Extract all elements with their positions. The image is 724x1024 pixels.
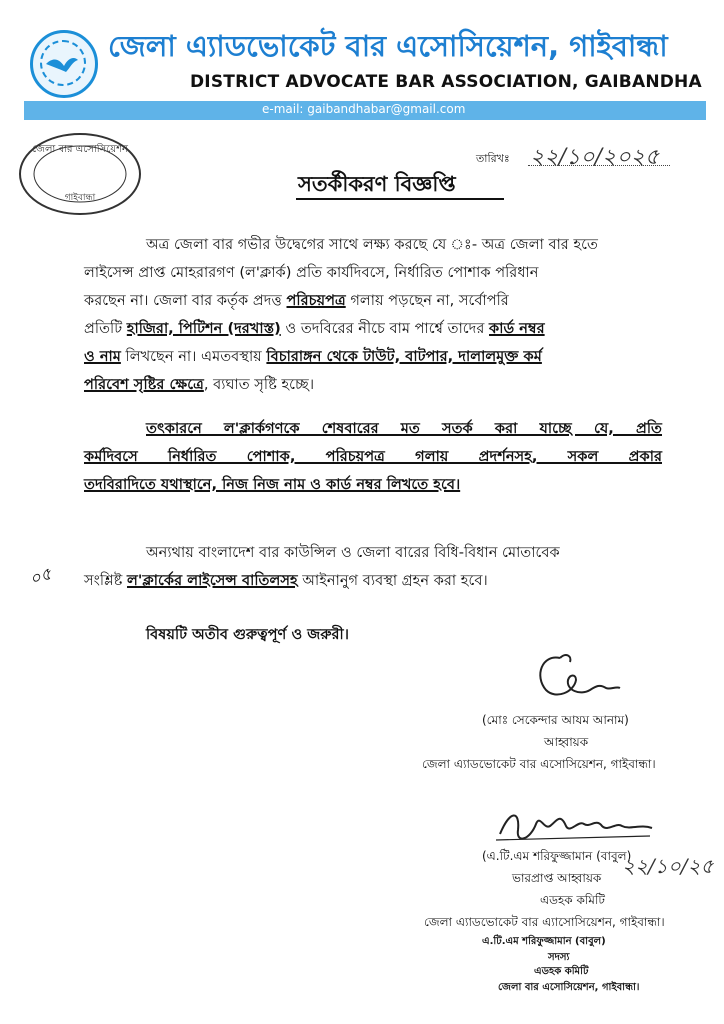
- signatory1-name: (মোঃ সেকেন্দার আযম আনাম): [482, 713, 629, 727]
- bar-association-logo-icon: [30, 30, 98, 98]
- p1-id-card: পরিচয়পত্র: [286, 292, 346, 309]
- date-value: ২২/১০/২০২৫: [530, 145, 660, 170]
- p1-line4-c: ও তদবিরের নীচে বাম পার্শ্বে তাদের: [285, 320, 485, 337]
- date-underline: [528, 165, 670, 166]
- p1-hajira-petition: হাজিরা, পিটিশন (দরখাস্ত): [126, 320, 281, 337]
- p1-line3-c: গলায় পড়ছেন না, সর্বোপরি: [350, 292, 509, 309]
- signatory1-role: আহ্বায়ক: [544, 735, 589, 749]
- signatory2-name: (এ.টি.এম শরিফুজ্জামান (বাবুল): [482, 849, 632, 863]
- margin-note: ০৫: [27, 564, 55, 590]
- p1-line5-b: লিখছেন না। এমতবস্থায়: [125, 348, 262, 365]
- dove-icon: [30, 30, 92, 92]
- stamp-role: সদস্য: [548, 952, 570, 963]
- p1-court-premises: বিচারাঙ্গন থেকে টাউট, বাটপার, দালালমুক্ত কর্ম: [266, 348, 542, 365]
- p3-line2-a: সংশ্লিষ্ট: [84, 572, 123, 589]
- seal-ring-text: জেলা বার এসোসিয়েশন: [31, 144, 129, 155]
- signature-1: [520, 640, 660, 710]
- p1-line6: [84, 376, 314, 394]
- date-label: তারিখঃ: [476, 152, 510, 165]
- p2-line2: কর্মদিবসে নির্ধারিত পোশাক, পরিচয়পত্র গলায় প্রদর্শনসহ, সকল প্রকার: [84, 448, 662, 465]
- p1-line4: [84, 320, 545, 338]
- closing-line: বিষয়টি অতীব গুরুত্বপূর্ণ ও জরুরী।: [146, 626, 349, 643]
- p3-line1: অন্যথায় বাংলাদেশ বার কাউন্সিল ও জেলা বারের বিধি-বিধান মোতাবেক: [146, 544, 560, 561]
- letterhead-title-en: DISTRICT ADVOCATE BAR ASSOCIATION, GAIBANDHA: [190, 72, 702, 92]
- signatory2-date: ২২/১০/২৫: [622, 854, 714, 878]
- signature-2: [490, 800, 660, 852]
- signatory2-committee: এডহক কমিটি: [540, 893, 605, 907]
- signatory2-org: জেলা এ্যাডভোকেট বার এ্যাসোসিয়েশন, গাইবান্ধা।: [424, 915, 665, 929]
- heading-underline: [296, 198, 504, 200]
- p1-card-number: কার্ড নম্বর: [489, 320, 545, 337]
- p1-line1: অত্র জেলা বার গভীর উদ্বেগের সাথে লক্ষ্য করছে যে ঃ- অত্র জেলা বার হতে: [146, 236, 598, 253]
- p1-line2: লাইসেন্স প্রাপ্ত মোহরারগণ (ল'ক্লার্ক) প্রতি কার্যদিবসে, নির্ধারিত পোশাক পরিধান: [84, 264, 539, 281]
- p1-line4-a: প্রতিটি: [84, 320, 123, 337]
- p1-line3-a: করছেন না। জেলা বার কর্তৃক প্রদত্ত: [84, 292, 282, 309]
- p1-line3: [84, 292, 509, 310]
- signatory2-role: ভারপ্রাপ্ত আহ্বায়ক: [512, 871, 602, 885]
- stamp-committee: এডহক কমিটি: [534, 966, 589, 977]
- p2-line1: তৎকারনে ল'ক্লার্কগণকে শেষবারের মত সতর্ক করা যাচ্ছে যে, প্রতি: [146, 420, 662, 437]
- notice-heading: সতর্কীকরণ বিজ্ঞপ্তি: [298, 172, 456, 196]
- letterhead-title-bn: জেলা এ্যাডভোকেট বার এসোসিয়েশন, গাইবান্ধা: [108, 29, 668, 63]
- p1-line6-b: , ব্যঘাত সৃষ্টি হচ্ছে।: [203, 376, 315, 393]
- p3-license-cancel: ল'ক্লার্কের লাইসেন্স বাতিলসহ: [127, 572, 298, 589]
- seal-center-text: গাইবান্ধা: [64, 193, 96, 203]
- p1-line5: [84, 348, 542, 366]
- p3-line2-c: আইনানুগ ব্যবস্থা গ্রহন করা হবে।: [302, 572, 488, 589]
- signatory1-org: জেলা এ্যাডভোকেট বার এসোসিয়েশন, গাইবান্ধা।: [422, 757, 656, 771]
- p1-environment: পরিবেশ সৃষ্টির ক্ষেত্রে: [84, 376, 204, 393]
- stamp-name: এ.টি.এম শরিফুজ্জামান (বাবুল): [482, 936, 606, 947]
- stamp-org: জেলা বার এসোসিয়েশন, গাইবান্ধা।: [498, 982, 640, 993]
- p1-name: ও নাম: [84, 348, 121, 365]
- p2-line3: তদবিরাদিতে যথাস্থানে, নিজ নিজ নাম ও কার্ড নম্বর লিখতে হবে।: [84, 476, 461, 493]
- letterhead-email: e-mail: gaibandhabar@gmail.com: [262, 102, 466, 116]
- p3-line2: [84, 572, 488, 590]
- association-seal: [16, 130, 144, 218]
